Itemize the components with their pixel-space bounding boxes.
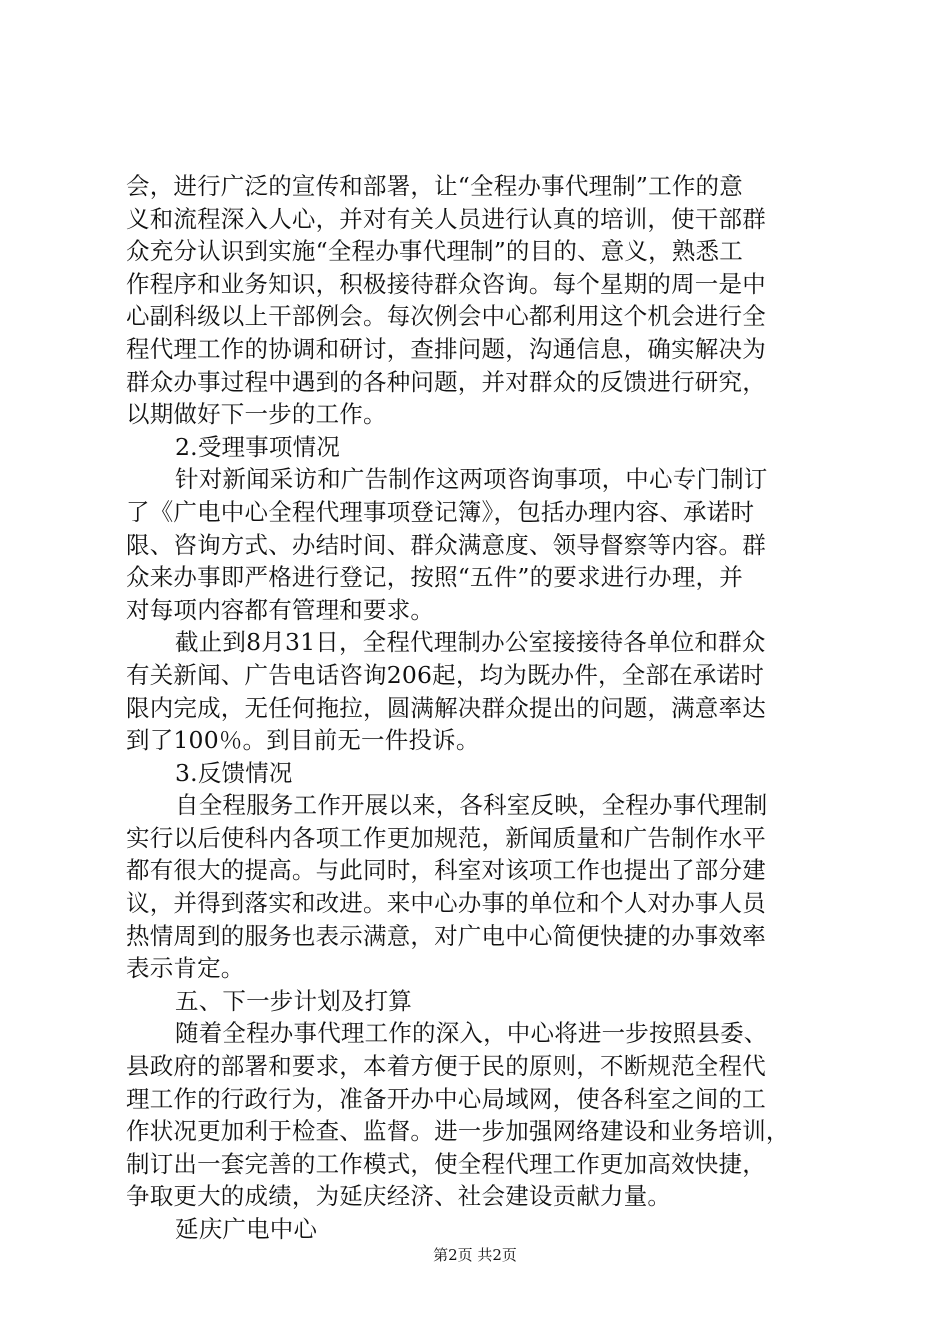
text-line: 制订出一套完善的工作模式，使全程代理工作更加高效快捷， [126,1149,766,1178]
text-line: 作程序和业务知识，积极接待群众咨询。每个星期的周一是中 [126,269,766,298]
page-footer: 第2页 共2页 [433,1246,517,1264]
text-line: 2.受理事项情况 [175,432,341,461]
text-line: 众充分认识到实施“全程办事代理制”的目的、意义，熟悉工 [126,237,743,266]
text-line: 作状况更加利于检查、监督。进一步加强网络建设和业务培训， [126,1117,790,1146]
text-line: 义和流程深入人心，并对有关人员进行认真的培训，使干部群 [126,204,766,233]
text-line: 理工作的行政行为，准备开办中心局域网，使各科室之间的工 [126,1084,766,1113]
text-line: 众来办事即严格进行登记，按照“五件”的要求进行办理，并 [126,563,743,592]
text-line: 议，并得到落实和改进。来中心办事的单位和个人对办事人员 [126,889,766,918]
text-line: 县政府的部署和要求，本着方便于民的原则，不断规范全程代 [126,1052,766,1081]
text-line: 自全程服务工作开展以来，各科室反映，全程办事代理制 [175,791,768,820]
text-line: 限内完成，无任何拖拉，圆满解决群众提出的问题，满意率达 [126,693,766,722]
text-line: 延庆广电中心 [175,1215,318,1243]
text-line: 五、下一步计划及打算 [175,986,412,1015]
text-line: 热情周到的服务也表示满意，对广电中心简便快捷的办事效率 [126,921,766,950]
text-line: 争取更大的成绩，为延庆经济、社会建设贡献力量。 [126,1182,672,1211]
text-line: 截止到8月31日，全程代理制办公室接接待各单位和群众 [175,628,766,657]
text-line: 3.反馈情况 [175,758,293,787]
text-line: 以期做好下一步的工作。 [126,400,387,429]
text-line: 群众办事过程中遇到的各种问题，并对群众的反馈进行研究， [126,367,766,396]
text-line: 针对新闻采访和广告制作这两项咨询事项，中心专门制订 [175,465,768,494]
text-line: 心副科级以上干部例会。每次例会中心都利用这个机会进行全 [126,302,766,331]
text-line: 限、咨询方式、办结时间、群众满意度、领导督察等内容。群 [126,530,766,559]
text-line: 了《广电中心全程代理事项登记簿》，包括办理内容、承诺时 [126,497,755,526]
text-line: 表示肯定。 [126,954,245,983]
text-line: 对每项内容都有管理和要求。 [126,595,435,624]
text-line: 实行以后使科内各项工作更加规范，新闻质量和广告制作水平 [126,823,766,852]
text-line: 随着全程办事代理工作的深入，中心将进一步按照县委、 [175,1019,768,1048]
text-line: 都有很大的提高。与此同时，科室对该项工作也提出了部分建 [126,856,766,885]
text-line: 程代理工作的协调和研讨，查排问题，沟通信息，确实解决为 [126,334,766,363]
text-line: 到了100％。到目前无一件投诉。 [126,726,480,755]
text-line: 会，进行广泛的宣传和部署，让“全程办事代理制”工作的意 [126,172,743,200]
document-body [126,170,846,1246]
text-line: 有关新闻、广告电话咨询206起，均为既办件，全部在承诺时 [126,660,764,689]
